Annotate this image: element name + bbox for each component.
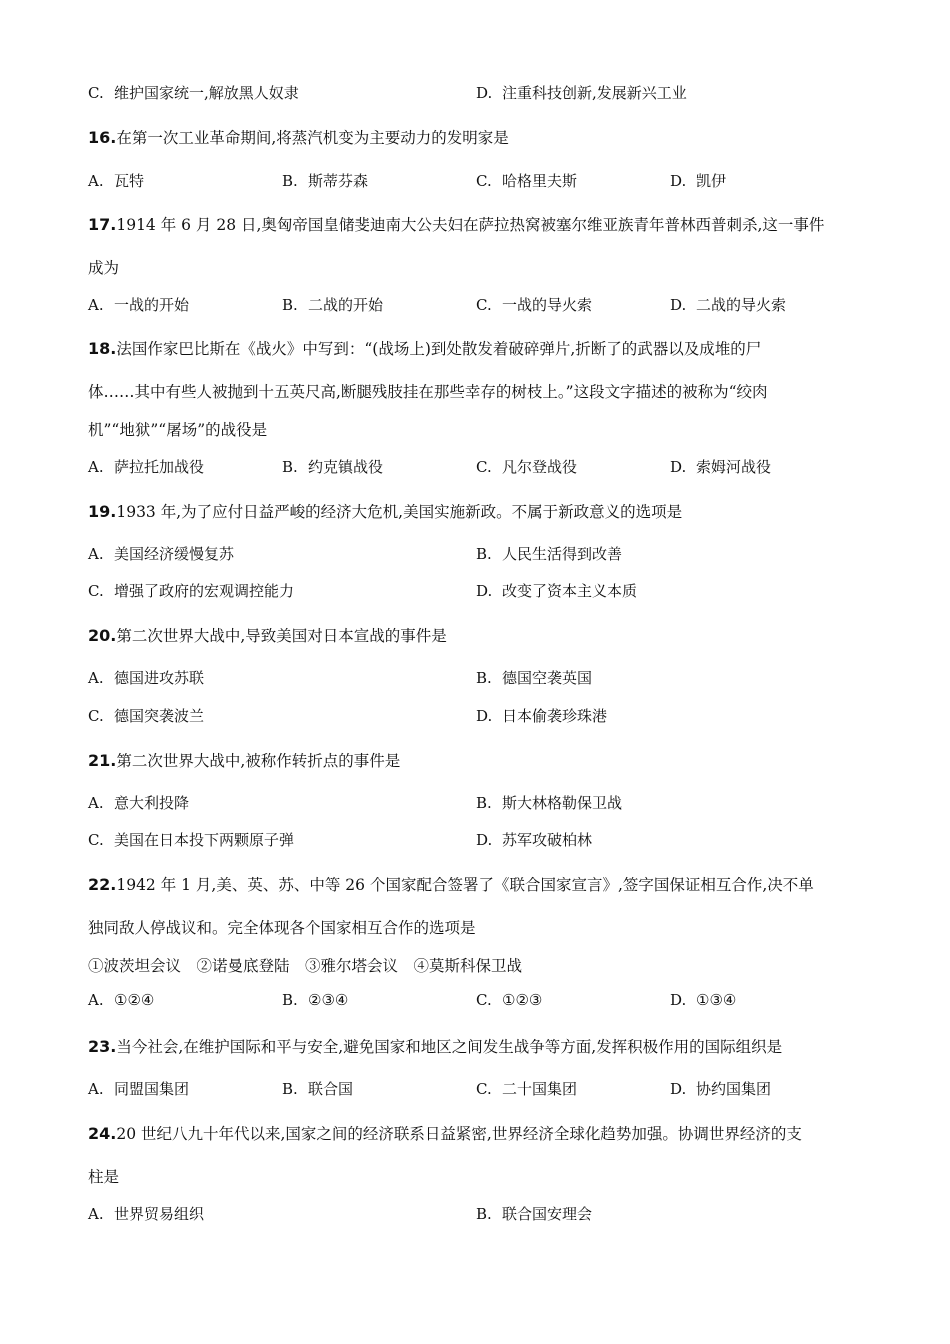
q22-option-c: C. ①②③ xyxy=(476,991,543,1009)
q16-option-b: B. 斯蒂芬森 xyxy=(282,172,369,190)
q21-option-b: B. 斯大林格勒保卫战 xyxy=(476,794,623,812)
q16-option-d: D. 凯伊 xyxy=(670,172,727,190)
q21-option-a: A. 意大利投降 xyxy=(88,794,190,812)
q22-stem-cont: 独同敌人停战议和。完全体现各个国家相互合作的选项是 xyxy=(88,919,476,937)
q18-option-d: D. 索姆河战役 xyxy=(670,458,772,476)
q18-stem-cont-1: 体……其中有些人被抛到十五英尺高,断腿残肢挂在那些幸存的树枝上。”这段文字描述的被称为“绞肉 xyxy=(88,383,768,401)
q24-option-b: B. 联合国安理会 xyxy=(476,1205,593,1223)
q21-stem: 21.第二次世界大战中,被称作转折点的事件是 xyxy=(88,751,401,770)
q20-option-a: A. 德国进攻苏联 xyxy=(88,669,205,687)
q24-stem: 24.20 世纪八九十年代以来,国家之间的经济联系日益紧密,世界经济全球化趋势加强。协调世界经济的支 xyxy=(88,1124,802,1143)
q22-option-b: B. ②③④ xyxy=(282,991,349,1009)
q21-option-c: C. 美国在日本投下两颗原子弹 xyxy=(88,831,295,849)
q22-option-d: D. ①③④ xyxy=(670,991,737,1009)
q17-option-a: A. 一战的开始 xyxy=(88,296,190,314)
q16-option-a: A. 瓦特 xyxy=(88,172,145,190)
q20-option-c: C. 德国突袭波兰 xyxy=(88,707,205,725)
q18-option-a: A. 萨拉托加战役 xyxy=(88,458,205,476)
q20-option-d: D. 日本偷袭珍珠港 xyxy=(476,707,608,725)
q15-option-c: C. 维护国家统一,解放黑人奴隶 xyxy=(88,84,299,102)
q23-option-c: C. 二十国集团 xyxy=(476,1080,578,1098)
q17-option-b: B. 二战的开始 xyxy=(282,296,384,314)
q18-option-b: B. 约克镇战役 xyxy=(282,458,384,476)
q17-option-c: C. 一战的导火索 xyxy=(476,296,593,314)
q19-option-b: B. 人民生活得到改善 xyxy=(476,545,623,563)
q23-option-a: A. 同盟国集团 xyxy=(88,1080,190,1098)
q22-stem: 22.1942 年 1 月,美、英、苏、中等 26 个国家配合签署了《联合国家宣言》,签字国保证相互合作,决不单 xyxy=(88,875,814,894)
q19-option-c: C. 增强了政府的宏观调控能力 xyxy=(88,582,295,600)
q15-option-d: D. 注重科技创新,发展新兴工业 xyxy=(476,84,687,102)
q16-stem: 16.在第一次工业革命期间,将蒸汽机变为主要动力的发明家是 xyxy=(88,128,509,147)
q22-items: ①波茨坦会议 ②诺曼底登陆 ③雅尔塔会议 ④莫斯科保卫战 xyxy=(88,957,523,975)
q21-option-d: D. 苏军攻破柏林 xyxy=(476,831,593,849)
q17-option-d: D. 二战的导火索 xyxy=(670,296,787,314)
q19-option-d: D. 改变了资本主义本质 xyxy=(476,582,638,600)
q18-stem-cont-2: 机”“地狱”“屠场”的战役是 xyxy=(88,421,268,439)
q24-option-a: A. 世界贸易组织 xyxy=(88,1205,205,1223)
q23-option-b: B. 联合国 xyxy=(282,1080,354,1098)
q22-option-a: A. ①②④ xyxy=(88,991,155,1009)
q17-stem-cont: 成为 xyxy=(88,259,120,277)
q16-option-c: C. 哈格里夫斯 xyxy=(476,172,578,190)
q18-option-c: C. 凡尔登战役 xyxy=(476,458,578,476)
q18-stem: 18.法国作家巴比斯在《战火》中写到：“(战场上)到处散发着破碎弹片,折断了的武器以及成堆的尸 xyxy=(88,339,762,358)
q17-stem: 17.1914 年 6 月 28 日,奥匈帝国皇储斐迪南大公夫妇在萨拉热窝被塞尔维亚族青年普林西普刺杀,这一事件 xyxy=(88,215,825,234)
q20-option-b: B. 德国空袭英国 xyxy=(476,669,593,687)
q24-stem-cont: 柱是 xyxy=(88,1168,120,1186)
q20-stem: 20.第二次世界大战中,导致美国对日本宣战的事件是 xyxy=(88,626,447,645)
q19-option-a: A. 美国经济缓慢复苏 xyxy=(88,545,235,563)
q23-stem: 23.当今社会,在维护国际和平与安全,避免国家和地区之间发生战争等方面,发挥积极作用的国际组织是 xyxy=(88,1037,783,1056)
q19-stem: 19.1933 年,为了应付日益严峻的经济大危机,美国实施新政。不属于新政意义的选项是 xyxy=(88,502,683,521)
q23-option-d: D. 协约国集团 xyxy=(670,1080,772,1098)
